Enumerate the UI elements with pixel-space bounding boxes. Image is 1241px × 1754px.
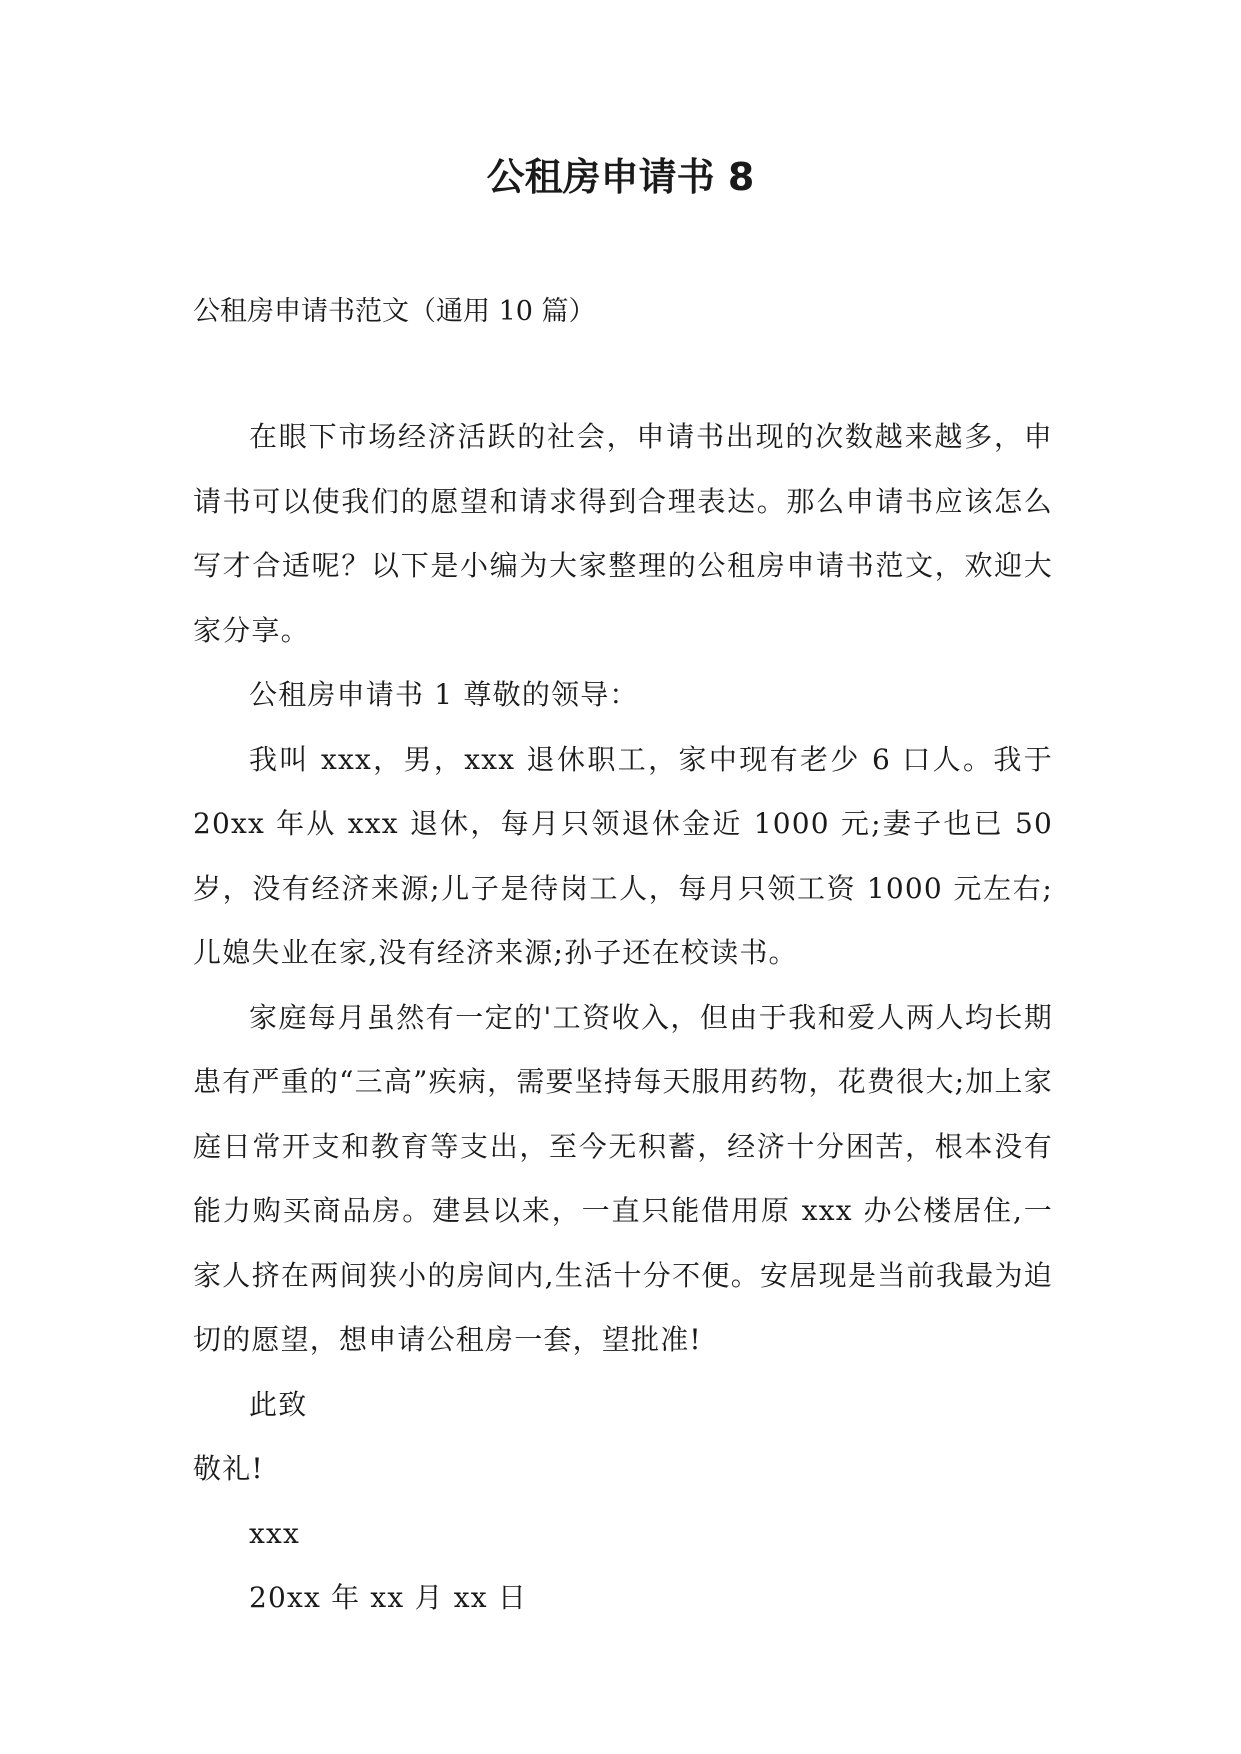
intro-paragraph: 在眼下市场经济活跃的社会，申请书出现的次数越来越多，申请书可以使我们的愿望和请求得到合理表达。那么申请书应该怎么写才合适呢？以下是小编为大家整理的公租房申请书范文，欢迎大家分享。 <box>193 420 1053 647</box>
body-paragraph: 我叫 xxx，男，xxx 退休职工，家中现有老少 6 口人。我于 20xx 年从 xxx 退休，每月只领退休金近 1000 元;妻子也已 50 岁，没有经济来源;儿子是待岗工人，每月只领工资 1000 元左右;儿媳失业在家,没有经济来源;孙子还在校读书。 <box>193 742 1053 969</box>
date-line: 20xx 年 xx 月 xx 日 <box>249 1581 528 1614</box>
letter-heading: 公租房申请书 1 尊敬的领导： <box>249 678 639 711</box>
document-title: 公租房申请书 8 <box>486 155 755 199</box>
body-paragraph: 家庭每月虽然有一定的'工资收入，但由于我和爱人两人均长期患有严重的“三高”疾病，需要坚持每天服用药物，花费很大;加上家庭日常开支和教育等支出，至今无积蓄，经济十分困苦，根本没有能力购买商品房。建县以来，一直只能借用原 xxx 办公楼居住,一家人挤在两间狭小的房间内,生活十分不便。安居现是当前我最为迫切的愿望，想申请公租房一套，望批准! <box>193 1000 1053 1356</box>
closing-line: 此致 <box>249 1387 308 1421</box>
salutation-line: 敬礼! <box>193 1452 264 1485</box>
document-body <box>193 405 1053 1631</box>
signature: xxx <box>249 1516 300 1550</box>
document-subtitle: 公租房申请书范文（通用 10 篇） <box>193 296 596 327</box>
